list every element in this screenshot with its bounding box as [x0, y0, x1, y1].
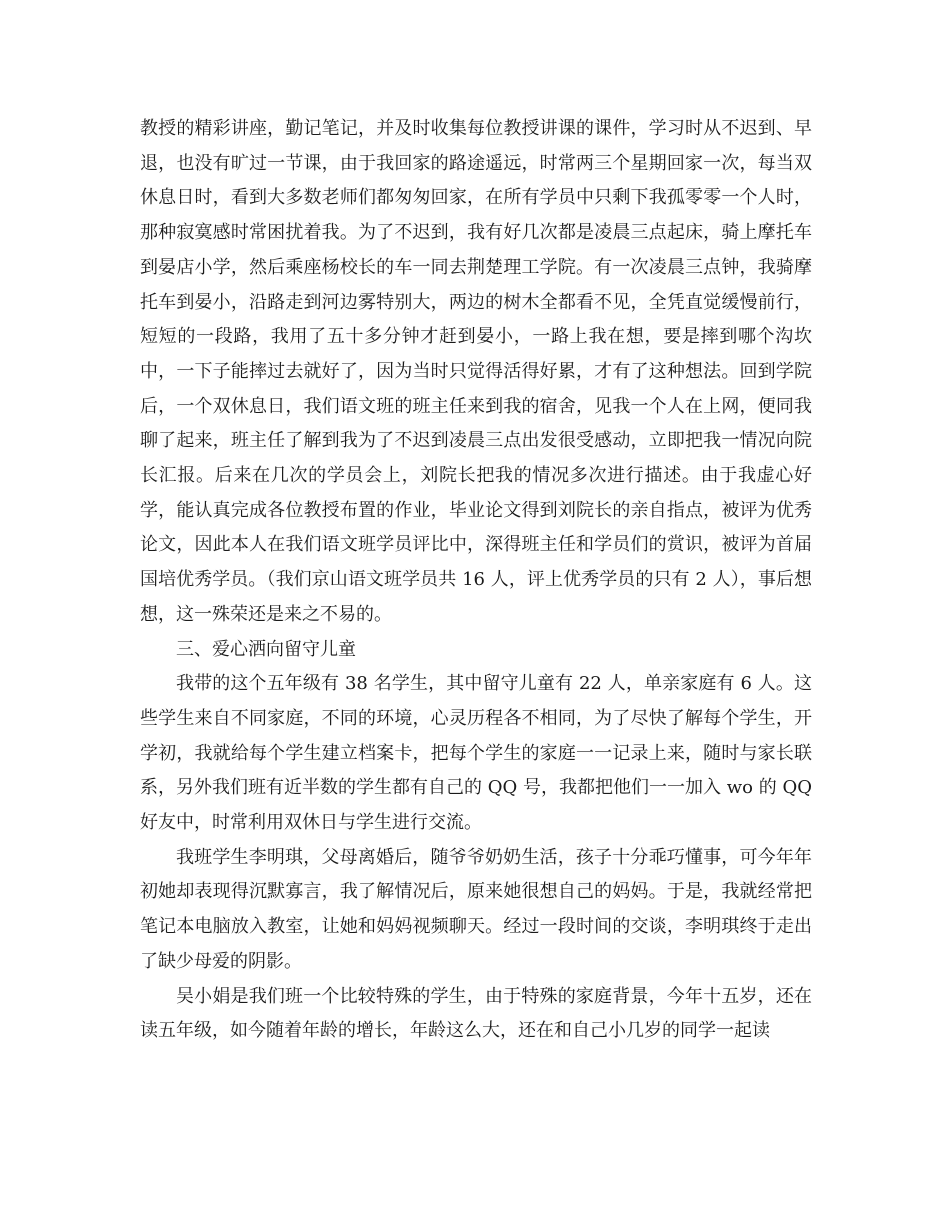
document-body: [140, 112, 812, 1049]
paragraph-award-story: 教授的精彩讲座，勤记笔记，并及时收集每位教授讲课的课件，学习时从不迟到、早退，也没有旷过一节课，由于我回家的路途遥远，时常两三个星期回家一次，每当双休息日时，看到大多数老师们都匆匆回家，在所有学员中只剩下我孤零零一个人时，那种寂寞感时常困扰着我。为了不迟到，我有好几次都是凌晨三点起床，骑上摩托车到晏店小学，然后乘座杨校长的车一同去荆楚理工学院。有一次凌晨三点钟，我骑摩托车到晏小，沿路走到河边雾特别大，两边的树木全都看不见，全凭直觉缓慢前行，短短的一段路，我用了五十多分钟才赶到晏小，一路上我在想，要是摔到哪个沟坎中，一下子能摔过去就好了，因为当时只觉得活得好累，才有了这种想法。回到学院后，一个双休息日，我们语文班的班主任来到我的宿舍，见我一个人在上网，便同我聊了起来，班主任了解到我为了不迟到凌晨三点出发很受感动，立即把我一情况向院长汇报。后来在几次的学员会上，刘院长把我的情况多次进行描述。由于我虚心好学，能认真完成各位教授布置的作业，毕业论文得到刘院长的亲自指点，被评为优秀论文，因此本人在我们语文班学员评比中，深得班主任和学员们的赏识，被评为首届国培优秀学员。（我们京山语文班学员共 16 人，评上优秀学员的只有 2 人），事后想想，这一殊荣还是来之不易的。: [140, 118, 812, 625]
paragraph-li-mingqi: 我班学生李明琪，父母离婚后，随爷爷奶奶生活，孩子十分乖巧懂事，可今年年初她却表现得沉默寡言，我了解情况后，原来她很想自己的妈妈。于是，我就经常把笔记本电脑放入教室，让她和妈妈视频聊天。经过一段时间的交谈，李明琪终于走出了缺少母爱的阴影。: [140, 846, 812, 972]
paragraph-class-overview: 我带的这个五年级有 38 名学生，其中留守儿童有 22 人，单亲家庭有 6 人。这些学生来自不同家庭，不同的环境，心灵历程各不相同，为了尽快了解每个学生，开学初，我就给每个学生建立档案卡，把每个学生的家庭一一记录上来，随时与家长联系，另外我们班有近半数的学生都有自己的 QQ 号，我都把他们一一加入 wo 的 QQ 好友中，时常利用双休日与学生进行交流。: [140, 673, 812, 834]
section-heading-caring-left-behind-children: 三、爱心洒向留守儿童: [176, 638, 356, 660]
paragraph-wu-xiaojuan: 吴小娟是我们班一个比较特殊的学生，由于特殊的家庭背景，今年十五岁，还在读五年级，如今随着年龄的增长，年龄这么大，还在和自己小几岁的同学一起读: [140, 985, 812, 1042]
